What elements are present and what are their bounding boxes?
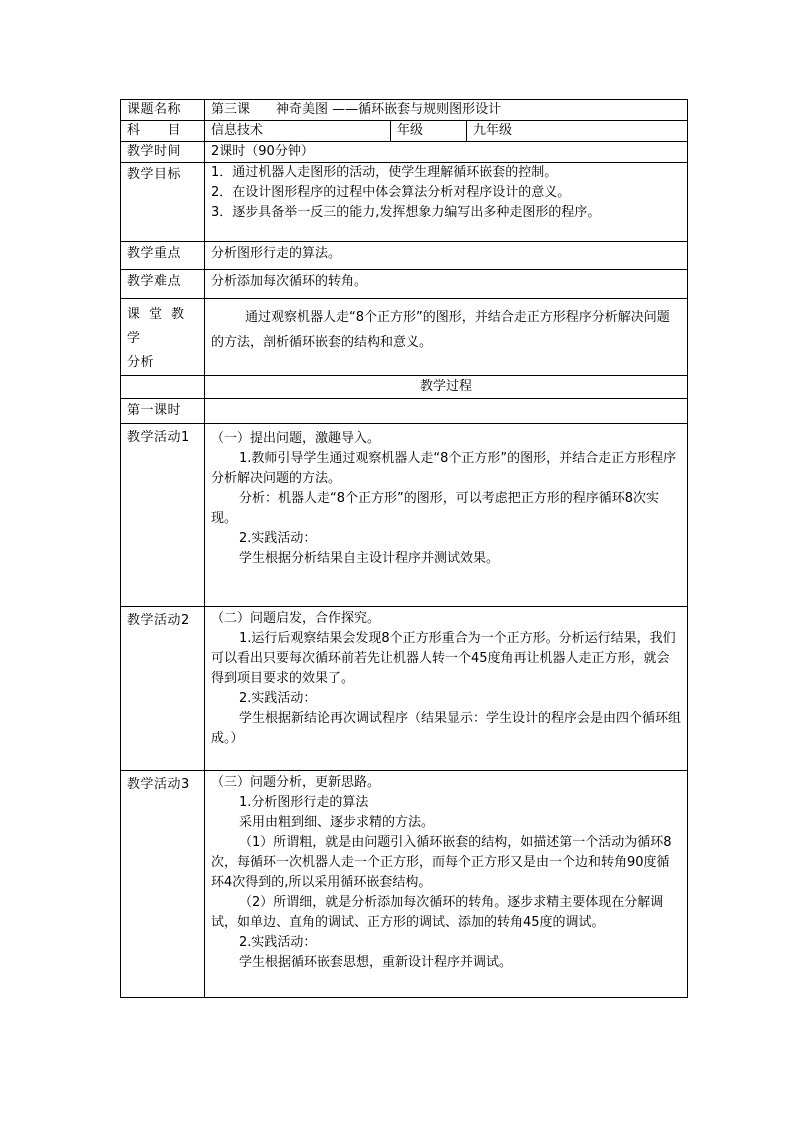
teaching-time-value: 2课时（90分钟） [205, 142, 688, 163]
difficulty-label: 教学难点 [121, 270, 205, 299]
row-activity-1 [121, 424, 688, 607]
row-lesson-title [121, 100, 688, 121]
activity-2-content [205, 607, 688, 771]
activity-3-label: 教学活动3 [121, 771, 205, 998]
lesson-plan-table [120, 99, 688, 998]
activity-3-line: 1.分析图形行走的算法 [239, 795, 369, 810]
activity-2-line: （二）问题启发，合作探究。 [211, 611, 381, 626]
activity-2-line: 1.运行后观察结果会发现8个正方形重合为一个正方形。分析运行结果，我们可以看出只要每次循环前若先让机器人转一个45度角再让机器人走正方形，就会得到项目要求的效果了。 [211, 631, 676, 686]
teaching-time-label: 教学时间 [121, 142, 205, 163]
grade-value: 九年级 [467, 121, 688, 142]
row-teaching-time [121, 142, 688, 163]
goal-item: 1．通过机器人走图形的活动，使学生理解循环嵌套的控制。 [211, 165, 558, 180]
key-point-label: 教学重点 [121, 242, 205, 270]
activity-1-line: 分析：机器人走“8个正方形”的图形，可以考虑把正方形的程序循环8次实现。 [211, 491, 660, 526]
activity-3-line: 采用由粗到细、逐步求精的方法。 [239, 815, 435, 830]
class-analysis-label [121, 299, 205, 376]
process-header-blank [121, 376, 205, 399]
activity-3-line: 2.实践活动： [239, 935, 317, 950]
activity-2-line: 学生根据新结论再次调试程序（结果显示：学生设计的程序会是由四个循环组成。） [211, 711, 682, 746]
activity-3-line: （三）问题分析，更新思路。 [211, 775, 381, 790]
row-key-point [121, 242, 688, 270]
class-analysis-label-line1: 课堂教学 [127, 307, 194, 346]
activity-2-line: 2.实践活动： [239, 691, 317, 706]
class-analysis-value: 通过观察机器人走“8个正方形”的图形，并结合走正方形程序分析解决问题的方法，剖析循环嵌套的结构和意义。 [205, 299, 688, 376]
activity-1-line: （一）提出问题，激趣导入。 [211, 431, 381, 446]
row-activity-3 [121, 771, 688, 998]
row-activity-2 [121, 607, 688, 771]
activity-1-label: 教学活动1 [121, 424, 205, 607]
first-period-label: 第一课时 [121, 399, 205, 424]
process-header: 教学过程 [205, 376, 688, 399]
first-period-blank [205, 399, 688, 424]
activity-1-line: 学生根据分析结果自主设计程序并测试效果。 [239, 551, 500, 566]
activity-3-line: 学生根据循环嵌套思想，重新设计程序并调试。 [239, 955, 513, 970]
lesson-title-label: 课题名称 [121, 100, 205, 121]
class-analysis-label-line2: 分析 [127, 355, 155, 370]
activity-3-content [205, 771, 688, 998]
subject-label: 科 目 [121, 121, 205, 142]
grade-label: 年级 [391, 121, 467, 142]
goal-item: 2．在设计图形程序的过程中体会算法分析对程序设计的意义。 [211, 185, 571, 200]
activity-1-content [205, 424, 688, 607]
row-class-analysis [121, 299, 688, 376]
activity-2-label: 教学活动2 [121, 607, 205, 771]
goal-item: 3．逐步具备举一反三的能力,发挥想象力编写出多种走图形的程序。 [211, 205, 601, 220]
activity-3-line: （1）所谓粗，就是由问题引入循环嵌套的结构，如描述第一个活动为循环8次，每循环一次机器人走一个正方形，而每个正方形又是由一个边和转角90度循环4次得到的,所以采用循环嵌套结构。 [211, 835, 672, 890]
row-first-period [121, 399, 688, 424]
activity-1-line: 1.教师引导学生通过观察机器人走“8个正方形”的图形，并结合走正方形程序分析解决问题的方法。 [211, 451, 677, 486]
activity-1-line: 2.实践活动： [239, 531, 317, 546]
subject-value: 信息技术 [205, 121, 391, 142]
row-difficulty [121, 270, 688, 299]
teaching-goals-value [205, 163, 688, 242]
row-subject [121, 121, 688, 142]
key-point-value: 分析图形行走的算法。 [205, 242, 688, 270]
lesson-title-value: 第三课 神奇美图 ——循环嵌套与规则图形设计 [205, 100, 688, 121]
row-process-header [121, 376, 688, 399]
difficulty-value: 分析添加每次循环的转角。 [205, 270, 688, 299]
teaching-goals-label: 教学目标 [121, 163, 205, 242]
activity-3-line: （2）所谓细，就是分析添加每次循环的转角。逐步求精主要体现在分解调试，如单边、直角的调试、正方形的调试、添加的转角45度的调试。 [211, 895, 664, 930]
row-teaching-goals [121, 163, 688, 242]
